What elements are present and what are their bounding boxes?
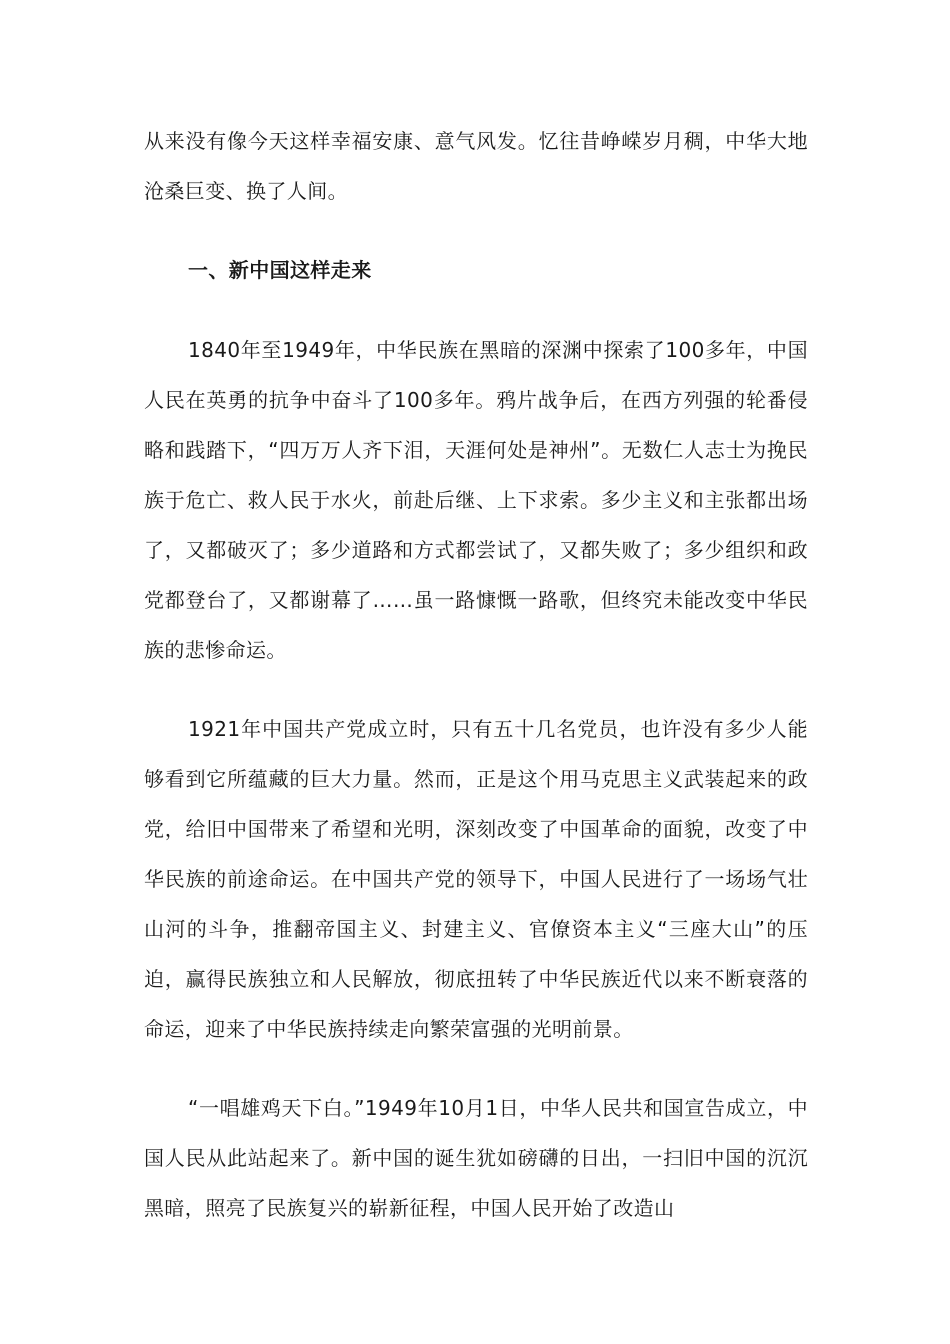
paragraph-1949: “一唱雄鸡天下白。”1949年10月1日，中华人民共和国宣告成立，中国人民从此站起来了。新中国的诞生犹如磅礴的日出，一扫旧中国的沉沉黑暗，照亮了民族复兴的崭新征程，中国人民开始了改造山 <box>144 1096 808 1220</box>
paragraph-1840: 1840年至1949年，中华民族在黑暗的深渊中探索了100多年，中国人民在英勇的抗争中奋斗了100多年。鸦片战争后，在西方列强的轮番侵略和践踏下，“四万万人齐下泪，天涯何处是神州”。无数仁人志士为挽民族于危亡、救人民于水火，前赴后继、上下求索。多少主义和主张都出场了，又都破灭了；多少道路和方式都尝试了，又都失败了；多少组织和政党都登台了，又都谢幕了……虽一路慷慨一路歌，但终究未能改变中华民族的悲惨命运。 <box>144 338 808 662</box>
paragraph-1921: 1921年中国共产党成立时，只有五十几名党员，也许没有多少人能够看到它所蕴藏的巨大力量。然而，正是这个用马克思主义武装起来的政党，给旧中国带来了希望和光明，深刻改变了中国革命的面貌，改变了中华民族的前途命运。在中国共产党的领导下，中国人民进行了一场场气壮山河的斗争，推翻帝国主义、封建主义、官僚资本主义“三座大山”的压迫，赢得民族独立和人民解放，彻底扭转了中华民族近代以来不断衰落的命运，迎来了中华民族持续走向繁荣富强的光明前景。 <box>144 717 808 1041</box>
section-heading: 一、新中国这样走来 <box>188 258 372 282</box>
paragraph-intro: 从来没有像今天这样幸福安康、意气风发。忆往昔峥嵘岁月稠，中华大地沧桑巨变、换了人间。 <box>144 129 808 203</box>
